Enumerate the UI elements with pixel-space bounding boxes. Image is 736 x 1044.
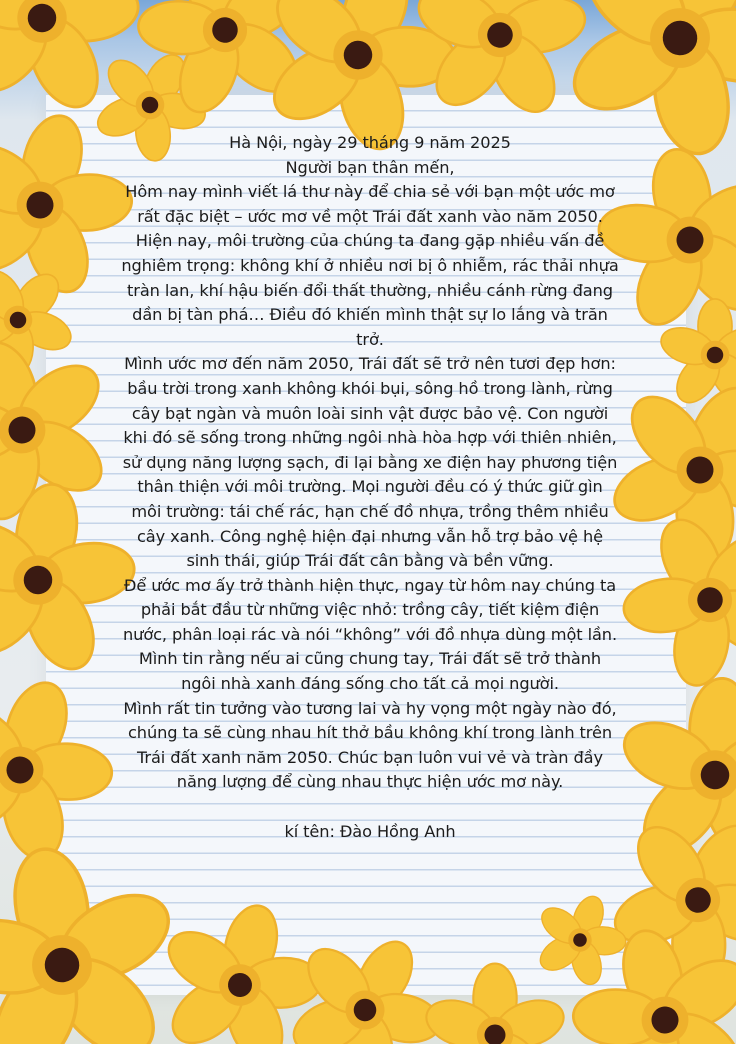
letter-paragraph-3: Mình ước mơ đến năm 2050, Trái đất sẽ trở nên tươi đẹp hơn: bầu trời trong xanh không khói bụi, sông hồ trong lành, rừng cây bạt ngàn và muôn loài sinh vật được bảo vệ. Con người khi đó sẽ sống trong những ngôi nhà hòa hợp với thiên nhiên, sử dụng năng lượng sạch, đi lại bằng xe điện hay phương tiện thân thiện với môi trường. Mọi người đều có ý thức giữ gìn môi trường: tái chế rác, hạn chế đồ nhựa, trồng thêm nhiều cây xanh. Công nghệ hiện đại nhưng vẫn hỗ trợ bảo vệ hệ sinh thái, giúp Trái đất cân bằng và bền vững. — [122, 354, 618, 571]
letter-paragraph-2: Hiện nay, môi trường của chúng ta đang gặp nhiều vấn đề nghiêm trọng: không khí ở nhiều nơi bị ô nhiễm, rác thải nhựa tràn lan, khí hậu biến đổi thất thường, nhiều cánh rừng đang dần bị tàn phá… Điều đó khiến mình thật sự lo lắng và trăn trở. — [121, 231, 619, 349]
letter-paragraph-5: Mình rất tin tưởng vào tương lai và hy vọng một ngày nào đó, chúng ta sẽ cùng nhau hít thở bầu không khí trong lành trên Trái đất xanh năm 2050. Chúc bạn luôn vui vẻ và tràn đầy năng lượng để cùng nhau thực hiện ước mơ này. — [123, 698, 617, 792]
letter-date: Hà Nội, ngày 29 tháng 9 năm 2025 — [229, 133, 511, 152]
yellow-flower-icon — [420, 964, 569, 1044]
letter-greeting: Người bạn thân mến, — [285, 157, 455, 177]
yellow-flower-icon — [519, 880, 640, 999]
letter-paragraph-1: Hôm nay mình viết lá thư này để chia sẻ với bạn một ước mơ rất đặc biệt – ước mơ về một Trái đất xanh vào năm 2050. — [125, 182, 615, 226]
yellow-flower-icon — [0, 828, 203, 1044]
letter-signature: kí tên: Đào Hồng Anh — [284, 821, 456, 841]
letter-body — [120, 131, 620, 844]
letter-paragraph-4: Để ước mơ ấy trở thành hiện thực, ngay từ hôm nay chúng ta phải bắt đầu từ những việc nhỏ: trồng cây, tiết kiệm điện nước, phân loại rác và nói “không” với đồ nhựa dùng một lần. Mình tin rằng nếu ai cũng chung tay, Trái đất sẽ trở thành ngôi nhà xanh đáng sống cho tất cả mọi người. — [123, 575, 617, 694]
